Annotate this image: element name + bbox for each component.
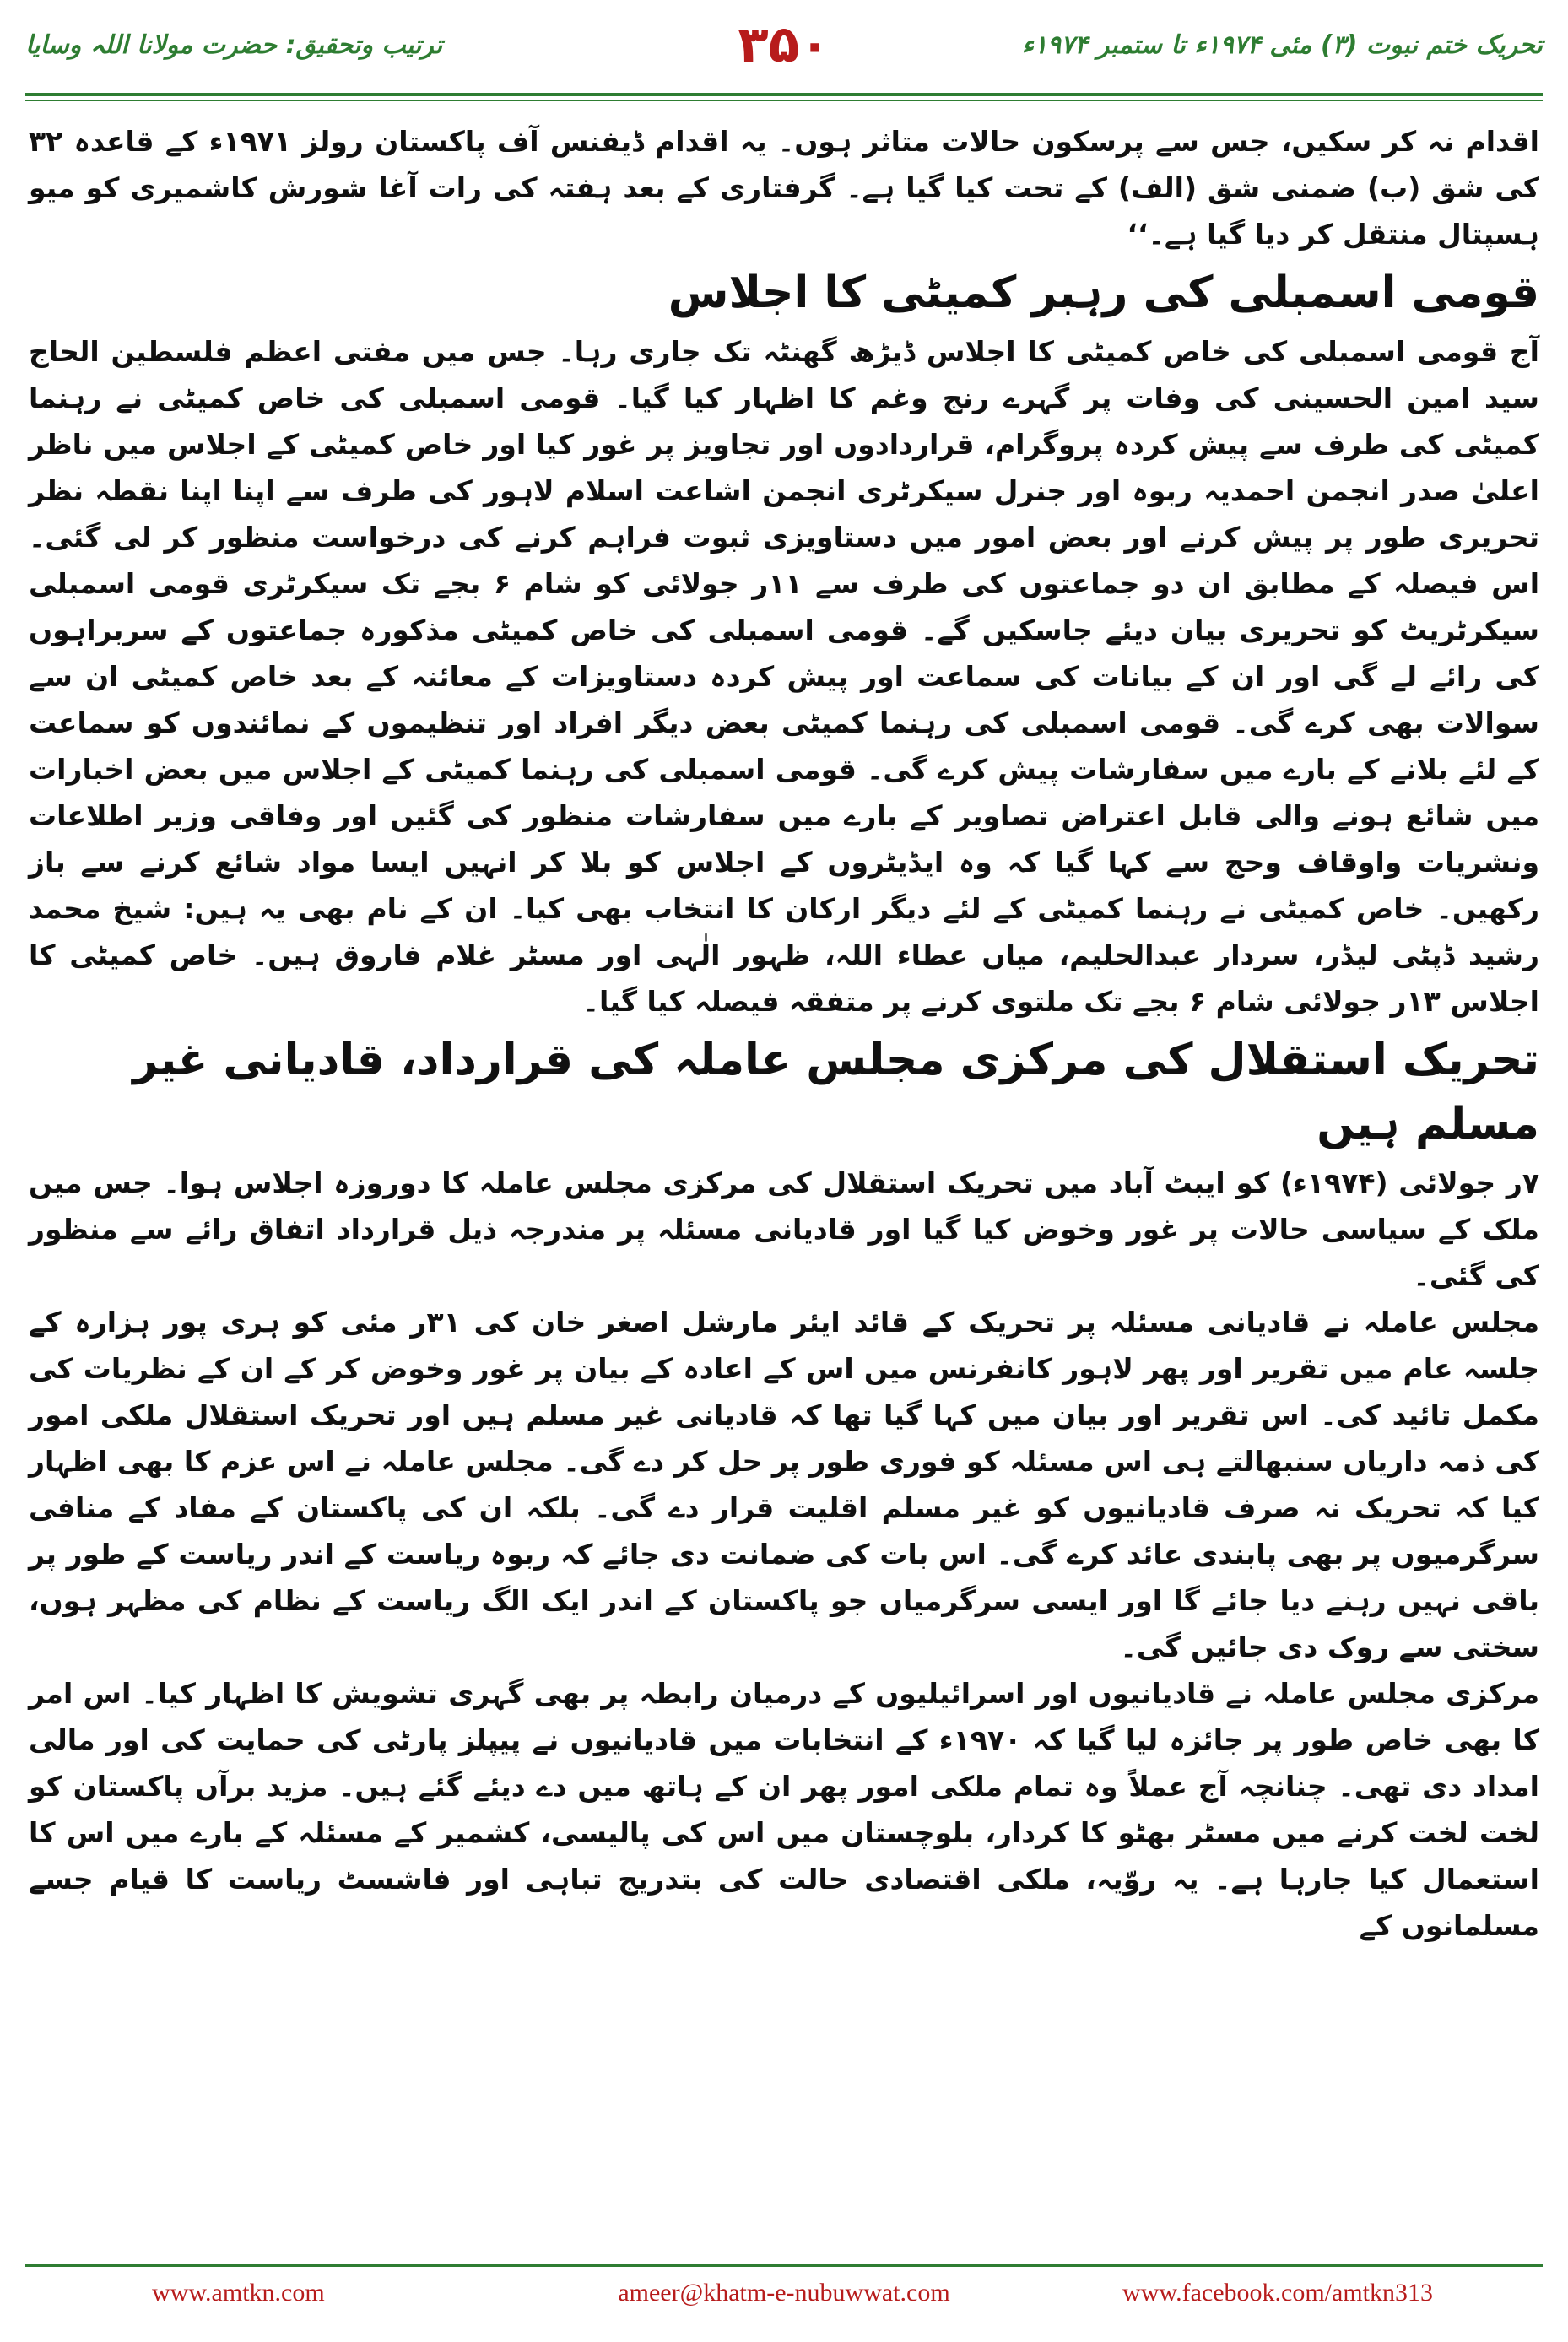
facebook-link[interactable]: www.facebook.com/amtkn313 [1122, 2279, 1433, 2307]
page-header [25, 15, 1543, 88]
section-1-paragraph: آج قومی اسمبلی کی خاص کمیٹی کا اجلاس ڈیڑھ گھنٹہ تک جاری رہا۔ جس میں مفتی اعظم فلسطین الحاج سید امین الحسینی کی وفات پر گہرے رنج وغم کا اظہار کیا گیا۔ قومی اسمبلی کی خاص کمیٹی نے رہنما کمیٹی کی طرف سے پیش کردہ پروگرام، قراردادوں اور تجاویز پر غور کیا اور خاص کمیٹی کے اجلاس میں ناظر اعلیٰ صدر انجمن احمدیہ ربوہ اور جنرل سیکرٹری انجمن اشاعت اسلام لاہور کی طرف سے اپنا اپنا نقطہ نظر تحریری طور پر پیش کرنے اور بعض امور میں دستاویزی ثبوت فراہم کرنے کی درخواست منظور کر لی گئی۔ اس فیصلہ کے مطابق ان دو جماعتوں کی طرف سے ۱۱ر جولائی کو شام ۶ بجے تک سیکرٹری قومی اسمبلی سیکرٹریٹ کو تحریری بیان دیئے جاسکیں گے۔ قومی اسمبلی کی خاص کمیٹی مذکورہ جماعتوں کے سربراہوں کی رائے لے گی اور ان کے بیانات کی سماعت اور پیش کردہ دستاویزات کے معائنہ کے بعد خاص کمیٹی ان سے سوالات بھی کرے گی۔ قومی اسمبلی کی رہنما کمیٹی بعض دیگر افراد اور تنظیموں کے نمائندوں کو سماعت کے لئے بلانے کے بارے میں سفارشات پیش کرے گی۔ قومی اسمبلی کی رہنما کمیٹی کے اجلاس میں بعض اخبارات میں شائع ہونے والی قابل اعتراض تصاویر کے بارے میں سفارشات منظور کی گئیں اور وفاقی وزیر اطلاعات ونشریات واوقاف وحج سے کہا گیا کہ وہ ایڈیٹروں کے اجلاس کو بلا کر انہیں ایسا مواد شائع کرنے سے باز رکھیں۔ خاص کمیٹی نے رہنما کمیٹی کے لئے دیگر ارکان کا انتخاب بھی کیا۔ ان کے نام بھی یہ ہیں: شیخ محمد رشید ڈپٹی لیڈر، سردار عبدالحلیم، میاں عطاء اللہ، ظہور الٰہی اور مسٹر غلام فاروق ہیں۔ خاص کمیٹی کا اجلاس ۱۳ر جولائی شام ۶ بجے تک ملتوی کرنے پر متفقہ فیصلہ کیا گیا۔ [29, 335, 1539, 1018]
section-2-paragraph-1: ۷ر جولائی (۱۹۷۴ء) کو ایبٹ آباد میں تحریک استقلال کی مرکزی مجلس عاملہ کا دوروزہ اجلاس ہوا۔ جس میں ملک کے سیاسی حالات پر غور وخوض کیا گیا اور قادیانی مسئلہ پر مندرجہ ذیل قرارداد اتفاق رائے سے منظور کی گئی۔ [29, 1166, 1539, 1292]
page-body [29, 118, 1539, 1949]
page-footer [25, 2279, 1543, 2321]
section-2-paragraph-3: مرکزی مجلس عاملہ نے قادیانیوں اور اسرائیلیوں کے درمیان رابطہ پر بھی گہری تشویش کا اظہار کیا۔ اس امر کا بھی خاص طور پر جائزہ لیا گیا کہ ۱۹۷۰ء کے انتخابات میں قادیانیوں نے پیپلز پارٹی کی حمایت کی اور مالی امداد دی تھی۔ چنانچہ آج عملاً وہ تمام ملکی امور پھر ان کے ہاتھ میں دے دیئے گئے ہیں۔ مزید برآں پاکستان کو لخت لخت کرنے میں مسٹر بھٹو کا کردار، بلوچستان میں اس کی پالیسی، کشمیر کے مسئلہ کے بارے میں اس کا استعمال کیا جارہا ہے۔ یہ روّیہ، ملکی اقتصادی حالت کی بتدریج تباہی اور فاشسٹ ریاست کا قیام جسے مسلمانوں کے [29, 1677, 1540, 1942]
email-link[interactable]: ameer@khatm-e-nubuwwat.com [618, 2279, 950, 2307]
page-number: ۳۵۰ [738, 15, 830, 74]
footer-rule [25, 2264, 1543, 2267]
header-rule-thin [25, 100, 1543, 101]
section-heading-2: تحریک استقلال کی مرکزی مجلس عاملہ کی قرارداد، قادیانی غیر مسلم ہیں [132, 1035, 1539, 1149]
intro-paragraph: اقدام نہ کر سکیں، جس سے پرسکون حالات متاثر ہوں۔ یہ اقدام ڈیفنس آف پاکستان رولز ۱۹۷۱ء کے قاعدہ ۳۲ کی شق (ب) ضمنی شق (الف) کے تحت کیا گیا ہے۔ گرفتاری کے بعد ہفتہ کی رات آغا شورش کاشمیری کو میو ہسپتال منتقل کر دیا گیا ہے۔‘‘ [29, 125, 1539, 251]
section-heading-1: قومی اسمبلی کی رہبر کمیٹی کا اجلاس [668, 268, 1539, 318]
series-title: تحریک ختم نبوت (۳) مئی ۱۹۷۴ء تا ستمبر ۱۹۷۴ء [1021, 30, 1543, 60]
website-link[interactable]: www.amtkn.com [152, 2279, 325, 2307]
section-2-paragraph-2: مجلس عاملہ نے قادیانی مسئلہ پر تحریک کے قائد ایئر مارشل اصغر خان کی ۳۱ر مئی کو ہری پور ہزارہ کے جلسہ عام میں تقریر اور پھر لاہور کانفرنس میں اس کے اعادہ کے بیان پر غور وخوض کر کے ان کے نظریات کی مکمل تائید کی۔ اس تقریر اور بیان میں کہا گیا تھا کہ قادیانی غیر مسلم ہیں اور تحریک استقلال ملکی امور کی ذمہ داریاں سنبھالتے ہی اس مسئلہ کو فوری طور پر حل کر دے گی۔ مجلس عاملہ نے اس عزم کا بھی اظہار کیا کہ تحریک نہ صرف قادیانیوں کو غیر مسلم اقلیت قرار دے گی۔ بلکہ ان کی پاکستان کے مفاد کے منافی سرگرمیوں پر بھی پابندی عائد کرے گی۔ اس بات کی ضمانت دی جائے کہ ربوہ ریاست کے اندر ریاست کے طور پر باقی نہیں رہنے دیا جائے گا اور ایسی سرگرمیاں جو پاکستان کے اندر ایک الگ ریاست کے نظام کی مظہر ہوں، سختی سے روک دی جائیں گی۔ [29, 1306, 1539, 1663]
header-rule [25, 93, 1543, 96]
compiler-credit: ترتیب وتحقیق: حضرت مولانا اللہ وسایا [25, 30, 443, 60]
